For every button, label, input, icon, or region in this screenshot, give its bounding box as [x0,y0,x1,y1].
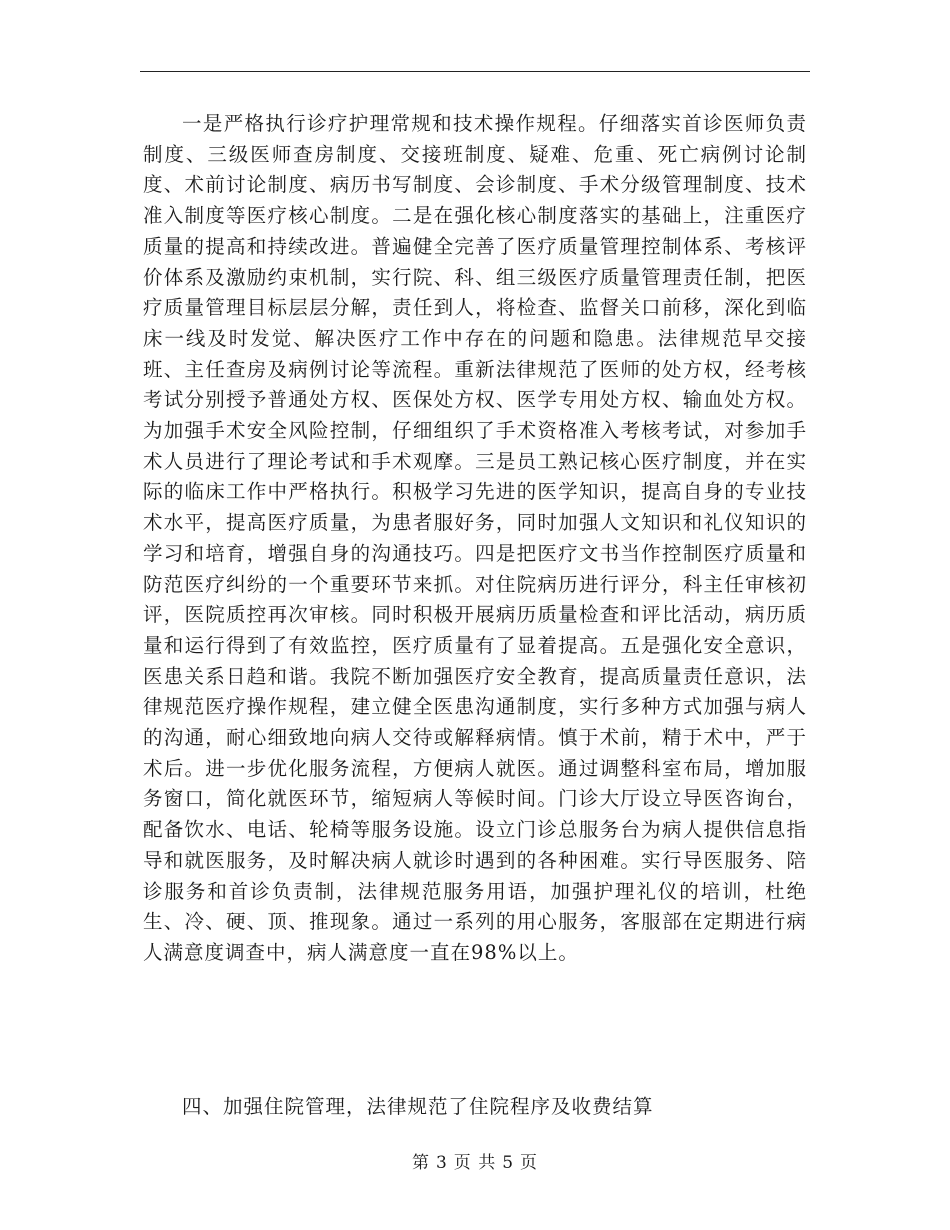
footer-mid: 页 共 [453,1153,497,1173]
footer-suffix: 页 [520,1153,539,1173]
header-rule [140,71,810,72]
footer-prefix: 第 [411,1153,430,1173]
current-page-number: 3 [435,1153,448,1173]
total-pages-number: 5 [502,1153,515,1173]
page-footer [0,1151,950,1175]
body-paragraph: 一是严格执行诊疗护理常规和技术操作规程。仔细落实首诊医师负责制度、三级医师查房制度、交接班制度、疑难、危重、死亡病例讨论制度、术前讨论制度、病历书写制度、会诊制度、手术分级管理制度、技术准入制度等医疗核心制度。二是在强化核心制度落实的基础上，注重医疗质量的提高和持续改进。普遍健全完善了医疗质量管理控制体系、考核评价体系及激励约束机制，实行院、科、组三级医疗质量管理责任制，把医疗质量管理目标层层分解，责任到人，将检查、监督关口前移，深化到临床一线及时发觉、解决医疗工作中存在的问题和隐患。法律规范早交接班、主任查房及病例讨论等流程。重新法律规范了医师的处方权，经考核考试分别授予普通处方权、医保处方权、医学专用处方权、输血处方权。为加强手术安全风险控制，仔细组织了手术资格准入考核考试，对参加手术人员进行了理论考试和手术观摩。三是员工熟记核心医疗制度，并在实际的临床工作中严格执行。积极学习先进的医学知识，提高自身的专业技术水平，提高医疗质量，为患者服好务，同时加强人文知识和礼仪知识的学习和培育，增强自身的沟通技巧。四是把医疗文书当作控制医疗质量和防范医疗纠纷的一个重要环节来抓。对住院病历进行评分，科主任审核初评，医院质控再次审核。同时积极开展病历质量检查和评比活动，病历质量和运行得到了有效监控，医疗质量有了显着提高。五是强化安全意识，医患关系日趋和谐。我院不断加强医疗安全教育，提高质量责任意识，法律规范医疗操作规程，建立健全医患沟通制度，实行多种方式加强与病人的沟通，耐心细致地向病人交待或解释病情。慎于术前，精于术中，严于术后。进一步优化服务流程，方便病人就医。通过调整科室布局，增加服务窗口，简化就医环节，缩短病人等候时间。门诊大厅设立导医咨询台，配备饮水、电话、轮椅等服务设施。设立门诊总服务台为病人提供信息指导和就医服务，及时解决病人就诊时遇到的各种困难。实行导医服务、陪诊服务和首诊负责制，法律规范服务用语，加强护理礼仪的培训，杜绝生、冷、硬、顶、推现象。通过一系列的用心服务，客服部在定期进行病人满意度调查中，病人满意度一直在98%以上。 [143,112,807,964]
section-heading: 四、加强住院管理，法律规范了住院程序及收费结算 [182,1095,654,1118]
